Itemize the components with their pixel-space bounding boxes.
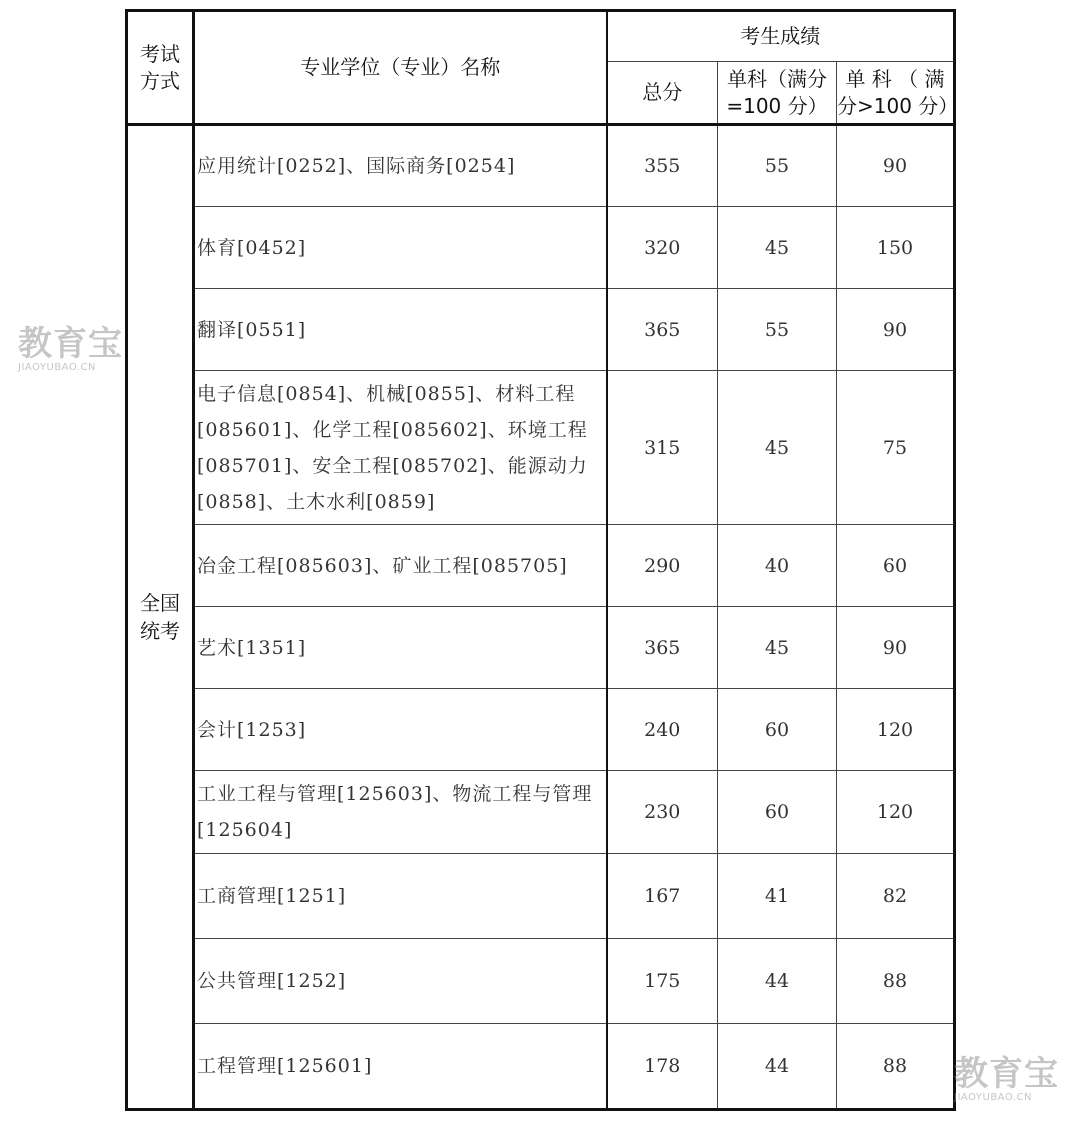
exam-method-cell: 全国 统考 xyxy=(127,125,194,1110)
single-over-100-cell: 82 xyxy=(837,854,955,939)
program-name-cell: 工业工程与管理[125603]、物流工程与管理[125604] xyxy=(194,771,607,854)
total-cell: 230 xyxy=(607,771,718,854)
table-row xyxy=(127,607,955,689)
table-row xyxy=(127,689,955,771)
header-total: 总分 xyxy=(607,62,718,125)
program-name-cell: 公共管理[1252] xyxy=(194,939,607,1024)
program-name-cell: 工程管理[125601] xyxy=(194,1024,607,1110)
total-cell: 175 xyxy=(607,939,718,1024)
header-single-100: 单科（满分 =100 分） xyxy=(718,62,837,125)
total-cell: 365 xyxy=(607,289,718,371)
table-row xyxy=(127,371,955,525)
table-row xyxy=(127,939,955,1024)
watermark-logo-text: 教育宝 xyxy=(18,324,123,364)
single-over-100-cell: 88 xyxy=(837,1024,955,1110)
program-name-cell: 艺术[1351] xyxy=(194,607,607,689)
single-100-cell: 45 xyxy=(718,371,837,525)
program-name-cell: 翻译[0551] xyxy=(194,289,607,371)
total-cell: 355 xyxy=(607,125,718,207)
total-cell: 167 xyxy=(607,854,718,939)
single-100-cell: 45 xyxy=(718,207,837,289)
header-scores-group: 考生成绩 xyxy=(607,11,955,62)
single-100-cell: 45 xyxy=(718,607,837,689)
total-cell: 178 xyxy=(607,1024,718,1110)
single-over-100-cell: 90 xyxy=(837,125,955,207)
header-program-name: 专业学位（专业）名称 xyxy=(194,11,607,125)
total-cell: 320 xyxy=(607,207,718,289)
table-row xyxy=(127,125,955,207)
total-cell: 290 xyxy=(607,525,718,607)
table-row xyxy=(127,207,955,289)
program-name-cell: 体育[0452] xyxy=(194,207,607,289)
single-100-cell: 44 xyxy=(718,939,837,1024)
single-over-100-cell: 75 xyxy=(837,371,955,525)
single-100-cell: 40 xyxy=(718,525,837,607)
program-name-cell: 工商管理[1251] xyxy=(194,854,607,939)
single-100-cell: 60 xyxy=(718,689,837,771)
single-over-100-cell: 120 xyxy=(837,771,955,854)
table-row xyxy=(127,525,955,607)
program-name-cell: 冶金工程[085603]、矿业工程[085705] xyxy=(194,525,607,607)
total-cell: 365 xyxy=(607,607,718,689)
score-table xyxy=(125,9,959,1111)
program-name-cell: 电子信息[0854]、机械[0855]、材料工程[085601]、化学工程[085602]、环境工程[085701]、安全工程[085702]、能源动力[0858]、土木水利[0859] xyxy=(194,371,607,525)
single-100-cell: 41 xyxy=(718,854,837,939)
watermark-right xyxy=(954,1056,1059,1104)
single-100-cell: 55 xyxy=(718,125,837,207)
single-over-100-cell: 60 xyxy=(837,525,955,607)
watermark-url-text: JIAOYUBAO.CN xyxy=(18,362,96,373)
header-single-over-100: 单 科 （ 满 分>100 分） xyxy=(837,62,955,125)
single-over-100-cell: 90 xyxy=(837,289,955,371)
table-row xyxy=(127,1024,955,1110)
table-row xyxy=(127,854,955,939)
total-cell: 240 xyxy=(607,689,718,771)
total-cell: 315 xyxy=(607,371,718,525)
single-100-cell: 60 xyxy=(718,771,837,854)
header-exam-method: 考试 方式 xyxy=(127,11,194,125)
single-over-100-cell: 88 xyxy=(837,939,955,1024)
single-100-cell: 44 xyxy=(718,1024,837,1110)
program-name-cell: 应用统计[0252]、国际商务[0254] xyxy=(194,125,607,207)
header-row-1 xyxy=(127,11,955,62)
program-name-cell: 会计[1253] xyxy=(194,689,607,771)
table-row xyxy=(127,289,955,371)
table-row xyxy=(127,771,955,854)
watermark-url-text: JIAOYUBAO.CN xyxy=(954,1092,1032,1103)
watermark-logo-text: 教育宝 xyxy=(954,1054,1059,1094)
single-over-100-cell: 90 xyxy=(837,607,955,689)
single-over-100-cell: 120 xyxy=(837,689,955,771)
single-100-cell: 55 xyxy=(718,289,837,371)
watermark-left xyxy=(18,326,123,374)
single-over-100-cell: 150 xyxy=(837,207,955,289)
